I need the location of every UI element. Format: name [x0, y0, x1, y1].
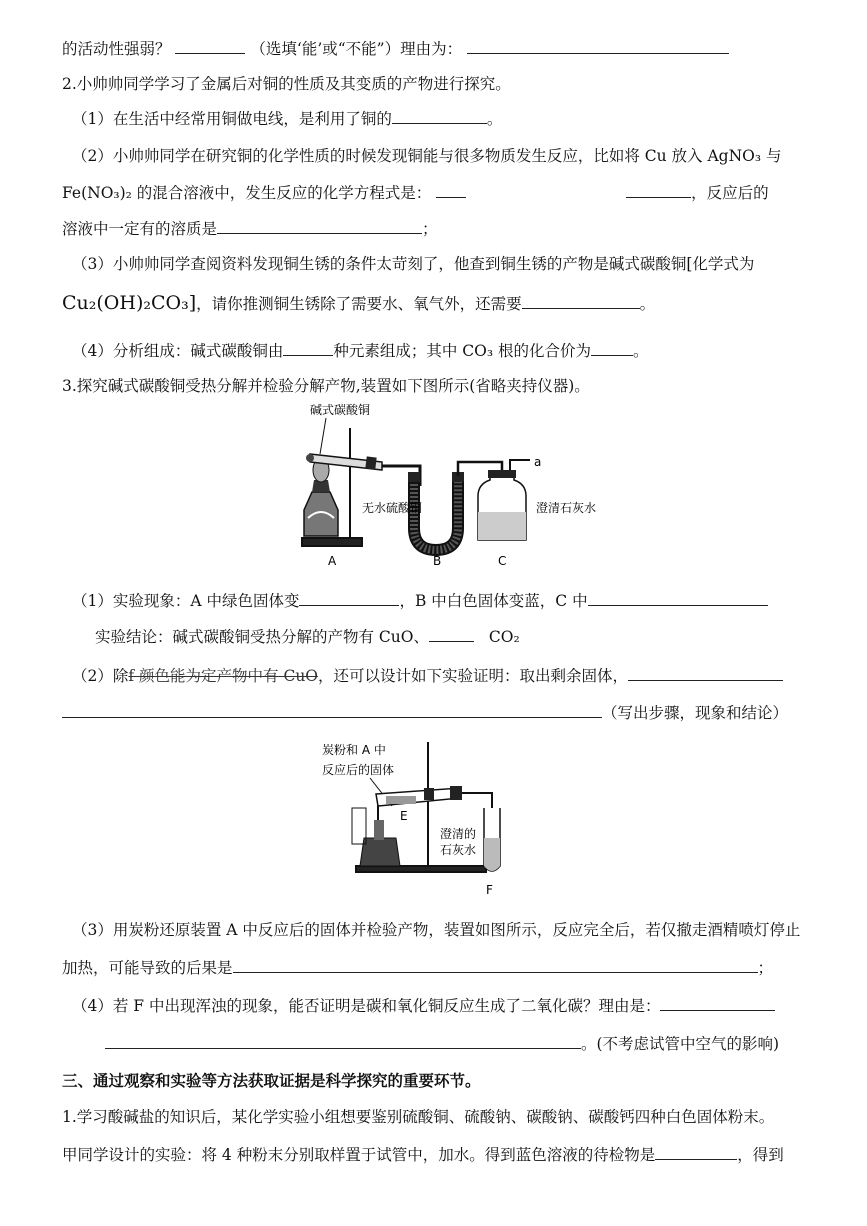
label-clear-lime-2: 石灰水 [440, 843, 477, 857]
caption-a: A [328, 554, 337, 568]
q2-2c-end: ； [422, 220, 438, 238]
s3-1b-end: ，得到 [737, 1146, 784, 1164]
q2-3a [72, 254, 754, 274]
q2-intro [62, 74, 511, 94]
s3-1b-text: 甲同学设计的实验：将 4 种粉末分别取样置于试管中，加水。得到蓝色溶液的待检物是 [62, 1146, 656, 1164]
spirit-blast-lamp [352, 796, 400, 866]
answer-blank[interactable] [436, 182, 466, 198]
basic-copper-carbonate-formula: Cu₂(OH)₂CO₃] [62, 292, 197, 314]
q2-3a-text: （3）小帅帅同学查阅资料发现铜生锈的条件太苛刻了，他查到铜生锈的产物是碱式碳酸铜[化学式为 [72, 255, 755, 273]
answer-blank[interactable] [299, 590, 399, 606]
answer-blank[interactable] [660, 995, 775, 1011]
q2-4-mid: 种元素组成；其中 CO₃ 根的化合价为 [333, 342, 592, 360]
q2-2a-text: （2）小帅帅同学在研究铜的化学性质的时候发现铜能与很多物质发生反应，比如将 Cu 放入 AgNO₃ 与 [72, 147, 782, 165]
test-tube-e [376, 786, 462, 806]
answer-blank[interactable] [62, 702, 602, 718]
wash-bottle-c [478, 460, 530, 540]
q2-3b-text: ，请你推测铜生锈除了需要水、氧气外，还需要 [196, 295, 522, 313]
answer-blank[interactable] [233, 957, 758, 973]
s3-1b [62, 1144, 784, 1165]
q3-2a-text: ，还可以设计如下实验证明：取出剩余固体， [318, 667, 629, 685]
q2-1 [72, 108, 502, 129]
test-tube-f [484, 808, 500, 871]
q2-4-end: 。 [633, 342, 649, 360]
answer-blank[interactable] [283, 340, 333, 356]
section-three-heading [62, 1071, 481, 1091]
answer-blank[interactable] [628, 665, 783, 681]
carbon-reduction-apparatus-figure [300, 738, 530, 900]
answer-blank[interactable] [626, 182, 691, 198]
q3-1a-mid: ，B 中白色固体变蓝，C 中 [399, 592, 588, 610]
q3-1a-text: （1）实验现象：A 中绿色固体变 [72, 592, 300, 610]
label-carbon-and-solid-1: 炭粉和 A 中 [322, 743, 386, 757]
q3-2a [72, 665, 783, 686]
q2-2b [62, 182, 769, 203]
q2-2c [62, 218, 438, 239]
answer-blank[interactable] [467, 38, 729, 54]
q3-2b [62, 702, 788, 723]
q1-choice-text: （选填‘能’或“不能”）理由为： [250, 40, 463, 58]
q3-4a [72, 995, 775, 1016]
q3-1b-text: 实验结论：碱式碳酸铜受热分解的产物有 CuO、 [95, 628, 429, 646]
answer-blank[interactable] [522, 293, 640, 309]
q1-tail-text: 的活动性强弱？ [62, 40, 171, 58]
q3-2a-crossed-out: f 颜色能为定产物中有 CuO [128, 667, 319, 685]
q3-3b [62, 957, 773, 978]
label-clear-lime-1: 澄清的 [440, 827, 477, 841]
q3-intro-text: 3.探究碱式碳酸铜受热分解并检验分解产物,装置如下图所示(省略夹持仪器)。 [62, 377, 590, 395]
q1-tail-line [62, 38, 729, 59]
s3-1a-text: 1.学习酸碱盐的知识后，某化学实验小组想要鉴别硫酸铜、硫酸钠、碳酸钠、碳酸钙四种白色固体粉末。 [62, 1108, 775, 1126]
answer-blank[interactable] [655, 1144, 737, 1160]
label-basic-copper-carbonate: 碱式碳酸铜 [310, 403, 371, 417]
caption-f: F [486, 883, 493, 897]
q2-1-end: 。 [486, 110, 503, 128]
q2-4 [72, 340, 649, 361]
q2-4-text: （4）分析组成：碱式碳酸铜由 [72, 342, 284, 360]
q2-2c-text: 溶液中一定有的溶质是 [62, 220, 218, 238]
q3-3a [72, 920, 800, 940]
q3-1b [95, 626, 520, 647]
q3-3b-text: 加热，可能导致的后果是 [62, 959, 233, 977]
label-carbon-and-solid-2: 反应后的固体 [322, 763, 395, 777]
section-three-text: 三、通过观察和实验等方法获取证据是科学探究的重要环节。 [62, 1072, 481, 1090]
q3-3a-text: （3）用炭粉还原装置 A 中反应后的固体并检验产物，装置如图所示，反应完全后，若仅撤走酒精喷灯停止 [72, 921, 801, 939]
answer-blank[interactable] [392, 108, 487, 124]
answer-blank[interactable] [105, 1033, 581, 1049]
alcohol-lamp [304, 458, 338, 536]
answer-blank[interactable] [175, 38, 245, 54]
decomposition-apparatus-figure [290, 400, 597, 570]
q3-2a-pre: （2）除 [72, 667, 129, 685]
q2-1-text: （1）在生活中经常用铜做电线，是利用了铜的 [72, 110, 392, 128]
q2-2a [72, 146, 782, 166]
q3-1a [72, 590, 768, 611]
q2-3b-end: 。 [639, 295, 656, 313]
answer-blank[interactable] [429, 626, 474, 642]
q3-4b [105, 1033, 779, 1054]
q3-4b-end: 。(不考虑试管中空气的影响) [581, 1035, 780, 1053]
s3-1a [62, 1107, 774, 1127]
q3-1b-end: CO₂ [488, 628, 520, 646]
label-outlet-a: a [534, 455, 542, 469]
answer-blank[interactable] [217, 218, 422, 234]
caption-c: C [498, 554, 507, 568]
q3-intro [62, 376, 590, 396]
q3-2b-end: （写出步骤，现象和结论） [602, 704, 789, 722]
answer-blank[interactable] [588, 590, 768, 606]
label-e: E [400, 809, 408, 823]
q2-3b [62, 293, 655, 314]
answer-blank[interactable] [591, 340, 633, 356]
q2-intro-text: 2.小帅帅同学学习了金属后对铜的性质及其变质的产物进行探究。 [62, 75, 511, 93]
q3-4a-text: （4）若 F 中出现浑浊的现象，能否证明是碳和氧化铜反应生成了二氧化碳？理由是： [72, 997, 661, 1015]
caption-b: B [433, 554, 442, 568]
q2-2b-text: Fe(NO₃)₂ 的混合溶液中，发生反应的化学方程式是： [62, 184, 432, 202]
label-limewater: 澄清石灰水 [536, 501, 597, 515]
q2-2b-end: ，反应后的 [691, 184, 769, 202]
label-anhydrous-copper-sulfate: 无水硫酸铜 [362, 501, 423, 515]
q3-3b-end: ； [757, 959, 774, 977]
